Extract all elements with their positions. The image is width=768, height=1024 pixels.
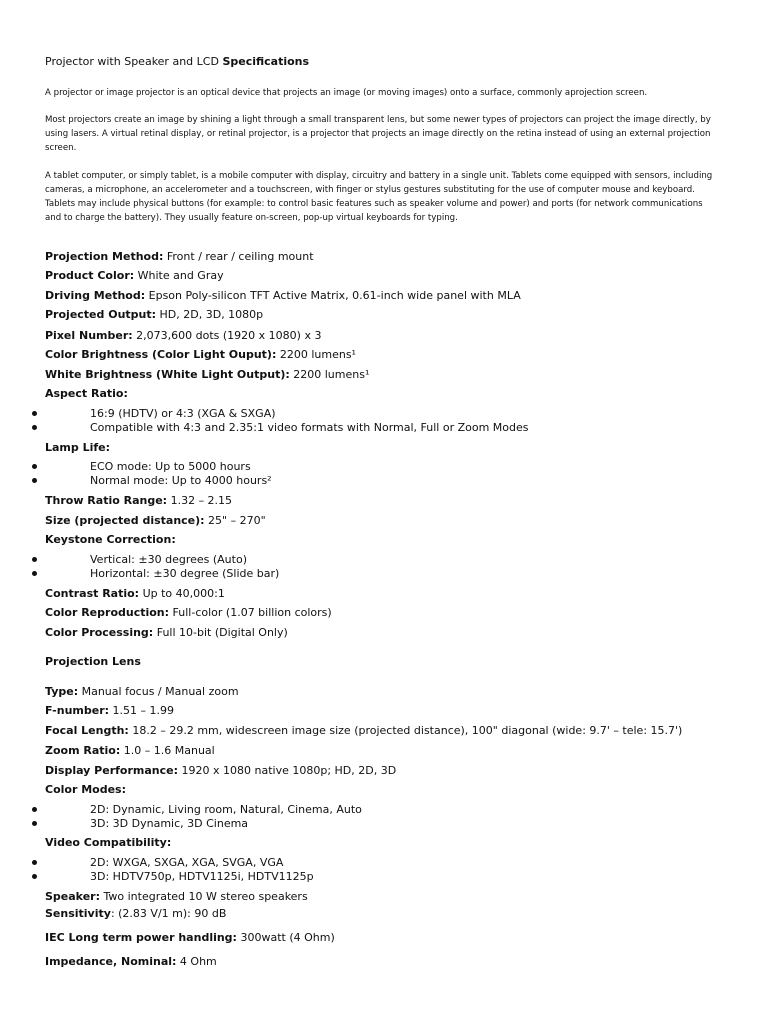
spec-label: Sensitivity <box>45 907 111 920</box>
spec-zoom-ratio <box>45 744 215 758</box>
spec-label: Projected Output: <box>45 308 157 321</box>
spec-value: Front / rear / ceiling mount <box>163 250 314 263</box>
list-item-text: ECO mode: Up to 5000 hours <box>90 460 251 473</box>
spec-label: Pixel Number: <box>45 329 133 342</box>
spec-label: Focal Length: <box>45 724 129 737</box>
document-title <box>45 55 309 68</box>
list-item-text: 2D: WXGA, SXGA, XGA, SVGA, VGA <box>90 856 284 869</box>
spec-color-processing <box>45 626 288 640</box>
spec-projection-method <box>45 250 314 264</box>
spec-label: Lamp Life: <box>45 441 111 454</box>
spec-f-number <box>45 704 174 718</box>
spec-contrast-ratio <box>45 587 225 601</box>
spec-value: 300watt (4 Ohm) <box>236 931 335 944</box>
spec-value: 1.51 – 1.99 <box>109 704 175 717</box>
spec-size <box>45 514 266 528</box>
spec-label: Throw Ratio Range: <box>45 494 168 507</box>
bullet-icon <box>32 464 37 469</box>
spec-label: Projection Method: <box>45 250 164 263</box>
spec-focal-length <box>45 724 682 738</box>
spec-sensitivity <box>45 907 226 921</box>
spec-value: : (2.83 V/1 m): 90 dB <box>110 907 227 920</box>
spec-speaker <box>45 890 308 904</box>
spec-label: Speaker: <box>45 890 100 903</box>
spec-type <box>45 685 239 699</box>
spec-keystone <box>45 533 176 547</box>
bullet-icon <box>32 411 37 416</box>
spec-value: White and Gray <box>134 269 224 282</box>
spec-label: Color Modes: <box>45 783 126 796</box>
spec-label: Zoom Ratio: <box>45 744 121 757</box>
spec-label: Display Performance: <box>45 764 178 777</box>
spec-value: 4 Ohm <box>176 955 217 968</box>
spec-value: 2200 lumens¹ <box>276 348 356 361</box>
spec-value: 1.32 – 2.15 <box>167 494 233 507</box>
spec-color-modes <box>45 783 126 797</box>
paragraph-tablet-definition: A tablet computer, or simply tablet, is a mobile computer with display, circuitry and battery in a single unit. Tablets come equipped with sensors, including cameras, a microphone, an accelerometer and a touchscreen, with finger or stylus gestures substituting for the use of computer mouse and keyboard. Tablets may include physical buttons (for example: to control basic features such as speaker volume and power) and ports (for network communications and to charge the battery). They usually feature on-screen, pop-up virtual keyboards for typing. <box>45 171 713 223</box>
list-item-text: Vertical: ±30 degrees (Auto) <box>90 553 247 566</box>
spec-value: 1920 x 1080 native 1080p; HD, 2D, 3D <box>178 764 397 777</box>
spec-label: Color Reproduction: <box>45 606 170 619</box>
spec-display-performance <box>45 764 396 778</box>
paragraph-projector-types: Most projectors create an image by shining a light through a small transparent lens, but some newer types of projectors can project the image directly, by using lasers. A virtual retinal display, or retinal projector, is a projector that projects an image directly on the retina instead of using an external projection screen. <box>45 115 711 153</box>
spec-label: Impedance, Nominal: <box>45 955 177 968</box>
list-item-text: 3D: HDTV750p, HDTV1125i, HDTV1125p <box>90 870 314 883</box>
paragraph-projector-definition: A projector or image projector is an optical device that projects an image (or moving images) onto a surface, commonly aprojection screen. <box>45 88 648 98</box>
spec-value: Up to 40,000:1 <box>139 587 225 600</box>
section-heading-projection-lens <box>45 655 141 669</box>
list-item-text: Normal mode: Up to 4000 hours² <box>90 474 272 487</box>
spec-lamp-life <box>45 441 110 455</box>
spec-label: White Brightness (White Light Output): <box>45 368 290 381</box>
spec-value: 2,073,600 dots (1920 x 1080) x 3 <box>132 329 322 342</box>
spec-value: Full 10-bit (Digital Only) <box>153 626 288 639</box>
spec-color-brightness <box>45 348 356 362</box>
spec-label: Type: <box>45 685 79 698</box>
spec-throw-ratio <box>45 494 232 508</box>
spec-label: Projection Lens <box>45 655 141 668</box>
spec-label: Contrast Ratio: <box>45 587 140 600</box>
spec-video-compatibility <box>45 836 171 850</box>
spec-label: F-number: <box>45 704 110 717</box>
spec-color-reproduction <box>45 606 332 620</box>
spec-label: Driving Method: <box>45 289 146 302</box>
spec-projected-output <box>45 308 263 322</box>
spec-value: 2200 lumens¹ <box>289 368 370 381</box>
list-item-text: Compatible with 4:3 and 2.35:1 video formats with Normal, Full or Zoom Modes <box>90 421 529 434</box>
spec-value: 1.0 – 1.6 Manual <box>120 744 215 757</box>
spec-aspect-ratio <box>45 387 128 401</box>
title-prefix: Projector with Speaker and LCD <box>45 55 223 68</box>
spec-value: 18.2 – 29.2 mm, widescreen image size (projected distance), 100" diagonal (wide: 9.7' – tele: 15.7') <box>128 724 683 737</box>
spec-label: Aspect Ratio: <box>45 387 128 400</box>
spec-label: Size (projected distance): <box>45 514 205 527</box>
spec-label: Keystone Correction: <box>45 533 176 546</box>
bullet-icon <box>32 807 37 812</box>
spec-iec-power-handling <box>45 931 335 945</box>
spec-value: Full-color (1.07 billion colors) <box>169 606 332 619</box>
spec-pixel-number <box>45 329 321 343</box>
list-item-text: 2D: Dynamic, Living room, Natural, Cinema, Auto <box>90 803 362 816</box>
spec-impedance <box>45 955 217 969</box>
list-item-text: Horizontal: ±30 degree (Slide bar) <box>90 567 280 580</box>
bullet-icon <box>32 860 37 865</box>
title-bold: Specifications <box>222 55 310 68</box>
spec-value: Two integrated 10 W stereo speakers <box>99 890 308 903</box>
spec-driving-method <box>45 289 521 303</box>
spec-value: Manual focus / Manual zoom <box>78 685 239 698</box>
bullet-icon <box>32 571 37 576</box>
bullet-icon <box>32 478 37 483</box>
spec-label: IEC Long term power handling: <box>45 931 237 944</box>
bullet-icon <box>32 425 37 430</box>
spec-label: Color Brightness (Color Light Ouput): <box>45 348 277 361</box>
bullet-icon <box>32 557 37 562</box>
spec-white-brightness <box>45 368 369 382</box>
spec-label: Video Compatibility: <box>45 836 172 849</box>
spec-label: Color Processing: <box>45 626 154 639</box>
spec-value: 25" – 270" <box>204 514 266 527</box>
spec-value: Epson Poly-silicon TFT Active Matrix, 0.61-inch wide panel with MLA <box>145 289 521 302</box>
bullet-icon <box>32 821 37 826</box>
list-item-text: 3D: 3D Dynamic, 3D Cinema <box>90 817 249 830</box>
spec-label: Product Color: <box>45 269 135 282</box>
spec-product-color <box>45 269 224 283</box>
bullet-icon <box>32 874 37 879</box>
list-item-text: 16:9 (HDTV) or 4:3 (XGA & SXGA) <box>90 407 276 420</box>
spec-value: HD, 2D, 3D, 1080p <box>156 308 264 321</box>
